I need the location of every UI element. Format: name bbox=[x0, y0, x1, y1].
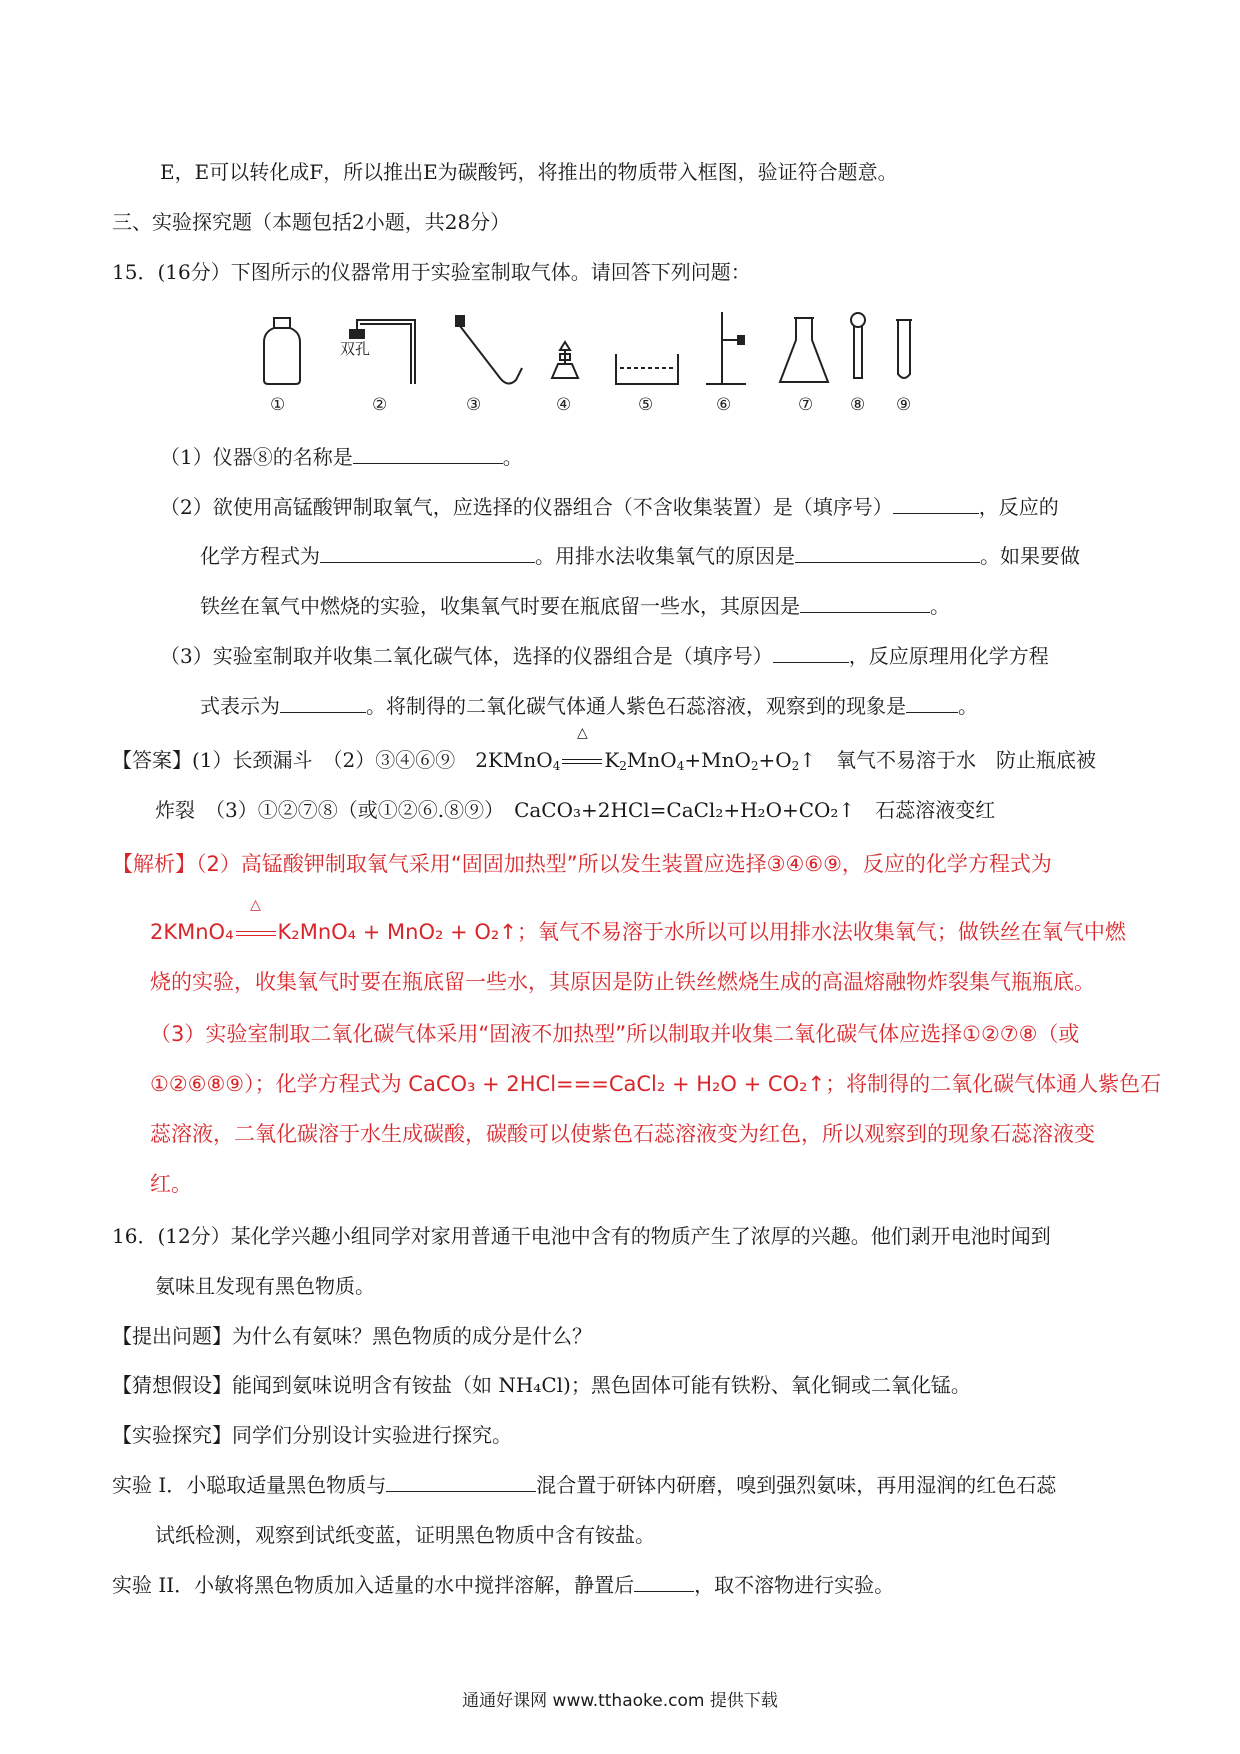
apparatus-label: ⑤ bbox=[638, 395, 654, 415]
explanation-line: 蕊溶液，二氧化碳溶于水生成碳酸，碳酸可以使紫色石蕊溶液变为红色，所以观察到的现象石蕊溶液变 bbox=[150, 1122, 1095, 1146]
answer-blank[interactable] bbox=[773, 642, 849, 663]
question-16-stem: 氨味且发现有黑色物质。 bbox=[155, 1274, 375, 1298]
question-15-stem: 15．(16分）下图所示的仪器常用于实验室制取气体。请回答下列问题： bbox=[112, 260, 751, 284]
apparatus-label: ⑨ bbox=[896, 395, 912, 415]
question-part-1: （1）仪器⑧的名称是 。 bbox=[160, 445, 523, 469]
answer-blank[interactable] bbox=[280, 692, 366, 713]
apparatus-label: ⑥ bbox=[716, 395, 732, 415]
apparatus-label: ⑦ bbox=[798, 395, 814, 415]
alcohol-lamp-icon bbox=[552, 342, 578, 378]
text-line: E，E可以转化成F，所以推出E为碳酸钙，将推出的物质带入框图，验证符合题意。 bbox=[160, 160, 898, 184]
conical-flask-icon bbox=[780, 318, 828, 382]
question-16-stem: 【提出问题】为什么有氨味？黑色物质的成分是什么？ bbox=[112, 1324, 592, 1348]
water-trough-icon bbox=[616, 354, 678, 384]
explanation-line: 【解析】（2）高锰酸钾制取氧气采用“固固加热型”所以发生装置应选择③④⑥⑨，反应的化学方程式为 bbox=[112, 852, 1052, 876]
question-16-experiment: 实验 II．小敏将黑色物质加入适量的水中搅拌溶解，静置后 ，取不溶物进行实验。 bbox=[112, 1573, 895, 1597]
question-part-3: 式表示为 。将制得的二氧化碳气体通人紫色石蕊溶液，观察到的现象是 。 bbox=[200, 694, 978, 718]
stopper-label: 双孔 bbox=[340, 340, 371, 358]
answer-blank[interactable] bbox=[353, 443, 503, 464]
explanation-line: （3）实验室制取二氧化碳气体采用“固液不加热型”所以制取并收集二氧化碳气体应选择①②⑦⑧（或 bbox=[150, 1022, 1080, 1046]
apparatus-figure bbox=[260, 310, 980, 420]
apparatus-label: ③ bbox=[466, 395, 482, 415]
explanation-line: 红。 bbox=[150, 1172, 192, 1196]
gas-bottle-icon bbox=[264, 318, 300, 384]
apparatus-label: ② bbox=[372, 395, 388, 415]
answer-blank[interactable] bbox=[320, 542, 535, 563]
bent-tube-icon bbox=[456, 316, 522, 384]
answer-blank[interactable] bbox=[800, 592, 930, 613]
answer-blank[interactable] bbox=[906, 692, 958, 713]
question-part-3: （3）实验室制取并收集二氧化碳气体，选择的仪器组合是（填序号） ，反应原理用化学方程 bbox=[160, 644, 1049, 668]
answer-blank[interactable] bbox=[634, 1571, 694, 1592]
test-tube-icon bbox=[896, 320, 912, 378]
apparatus-label: ④ bbox=[556, 395, 572, 415]
question-16-stem: 【实验探究】同学们分别设计实验进行探究。 bbox=[112, 1423, 512, 1447]
answer-blank[interactable] bbox=[893, 493, 979, 514]
answer-line: 【答案】(1）长颈漏斗 （2）③④⑥⑨ 2KMnO$_4$ △ $K_2MnO_4+MnO_2+O_2↑$ 氧气不易溶于水 防止瓶底被 bbox=[112, 725, 1097, 773]
answer-blank[interactable] bbox=[386, 1471, 536, 1492]
question-16-stem: 【猜想假设】能闻到氨味说明含有铵盐（如 NH₄Cl)；黑色固体可能有铁粉、氧化铜或二氧化锰。 bbox=[112, 1373, 971, 1397]
question-16-stem: 16．(12分）某化学兴趣小组同学对家用普通干电池中含有的物质产生了浓厚的兴趣。他们剥开电池时闻到 bbox=[112, 1224, 1051, 1248]
apparatus-label: ⑧ bbox=[850, 395, 866, 415]
section-heading: 三、实验探究题（本题包括2小题，共28分） bbox=[112, 210, 511, 234]
answer-blank[interactable] bbox=[795, 542, 980, 563]
explanation-line: ①②⑥⑧⑨）；化学方程式为 CaCO₃ + 2HCl===CaCl₂ + H₂O + CO₂↑；将制得的二氧化碳气体通人紫色石 bbox=[150, 1072, 1162, 1096]
answer-line: 炸裂 （3）①②⑦⑧（或①②⑥.⑧⑨） CaCO₃+2HCl=CaCl₂+H₂O+CO₂↑ 石蕊溶液变红 bbox=[155, 798, 996, 822]
page-footer: 通通好课网 www.tthaoke.com 提供下载 bbox=[462, 1691, 778, 1711]
question-part-2: 铁丝在氧气中燃烧的实验，收集氧气时要在瓶底留一些水，其原因是 。 bbox=[200, 594, 950, 618]
iron-stand-icon bbox=[706, 312, 746, 384]
explanation-line: 2KMnO₄ △ K₂MnO₄ + MnO₂ + O₂↑；氧气不易溶于水所以可以用排水法收集氧气；做铁丝在氧气中燃 bbox=[150, 897, 1126, 944]
question-part-2: （2）欲使用高锰酸钾制取氧气，应选择的仪器组合（不含收集装置）是（填序号） ，反应的 bbox=[160, 495, 1059, 519]
heat-sign: △ bbox=[234, 918, 278, 946]
question-part-2: 化学方程式为 。用排水法收集氧气的原因是 。如果要做 bbox=[200, 544, 1080, 568]
question-16-experiment: 试纸检测，观察到试纸变蓝，证明黑色物质中含有铵盐。 bbox=[155, 1523, 655, 1547]
apparatus-label: ① bbox=[270, 395, 286, 415]
long-neck-funnel-icon bbox=[851, 313, 865, 378]
question-16-experiment: 实验 I．小聪取适量黑色物质与 混合置于研钵内研磨，嗅到强烈氨味，再用湿润的红色石蕊 bbox=[112, 1473, 1057, 1497]
heat-sign: △ bbox=[560, 746, 604, 774]
explanation-line: 烧的实验，收集氧气时要在瓶底留一些水，其原因是防止铁丝燃烧生成的高温熔融物炸裂集气瓶瓶底。 bbox=[150, 970, 1095, 994]
